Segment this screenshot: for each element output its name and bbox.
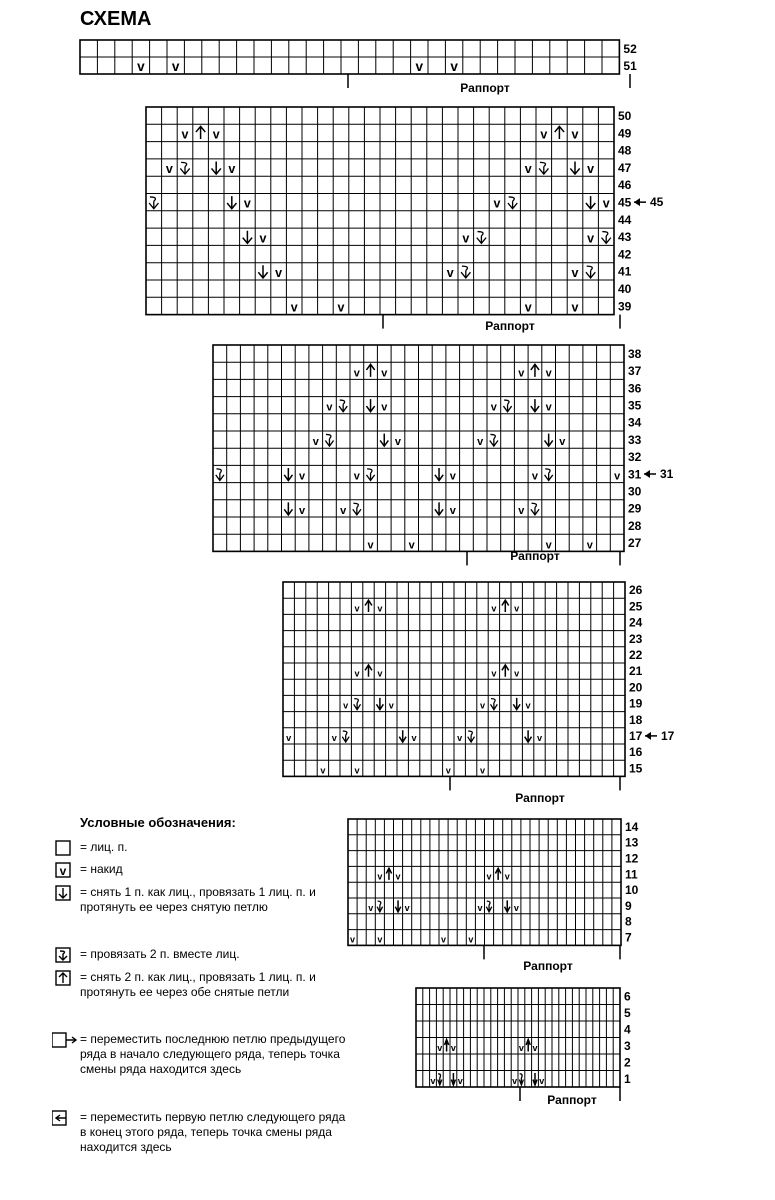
arrow-icon <box>645 732 651 740</box>
ssk-symbol <box>531 399 539 412</box>
move-last-icon <box>52 1032 78 1050</box>
yarn-over-symbol: v <box>479 765 486 776</box>
sk2p-symbol <box>365 665 372 677</box>
yarn-over-symbol: v <box>299 504 306 517</box>
yarn-over-symbol: v <box>449 470 456 483</box>
k2tog-symbol <box>503 400 511 412</box>
k2tog-symbol <box>354 699 361 710</box>
rapport-label: Раппорт <box>510 549 560 563</box>
row-number: 8 <box>625 914 632 929</box>
yarn-over-symbol: v <box>545 367 552 380</box>
yarn-over-symbol: v <box>275 265 283 280</box>
row-number: 28 <box>628 518 642 533</box>
yarn-over-symbol: v <box>514 668 520 679</box>
yarn-over-symbol: v <box>408 539 415 552</box>
yarn-over-symbol: v <box>367 539 374 552</box>
sk2p-symbol <box>365 600 372 612</box>
yarn-over-symbol: v <box>243 196 251 211</box>
k2tog-symbol <box>519 1074 523 1085</box>
row-number: 40 <box>618 281 632 296</box>
yarn-over-symbol: v <box>259 231 267 246</box>
ssk-symbol <box>435 468 443 481</box>
k2tog-symbol <box>468 731 475 742</box>
legend-text: = провязать 2 п. вместе лиц. <box>80 947 240 961</box>
chart-block-c51 <box>80 40 637 95</box>
row-number: 51 <box>623 58 637 73</box>
k2tog-symbol <box>342 731 349 742</box>
ssk-symbol <box>533 1073 537 1085</box>
yarn-over-symbol: v <box>504 871 510 882</box>
row-number: 52 <box>623 41 637 56</box>
k2tog-symbol <box>339 400 347 412</box>
yarn-over-symbol: v <box>559 436 566 449</box>
yarn-over-symbol: v <box>486 871 492 882</box>
rapport-label: Раппорт <box>485 319 535 333</box>
row-number: 5 <box>624 1005 631 1020</box>
row-number: 35 <box>628 398 642 413</box>
arrow-row-label: 45 <box>650 195 664 210</box>
row-number: 46 <box>618 178 632 193</box>
row-number: 38 <box>628 346 642 361</box>
legend-text: = накид <box>80 862 123 876</box>
yarn-over-symbol: v <box>586 539 593 552</box>
yarn-over-symbol: v <box>532 1043 538 1054</box>
rapport-label: Раппорт <box>460 81 510 95</box>
yarn-over-symbol: v <box>479 700 486 711</box>
ssk-symbol <box>395 900 400 912</box>
ssk-symbol <box>570 161 579 174</box>
k2tog-symbol <box>366 469 374 481</box>
k2tog-symbol <box>490 434 498 446</box>
k2tog-symbol <box>377 901 382 912</box>
yarn-over-symbol: v <box>212 127 220 142</box>
ssk-symbol <box>284 502 292 515</box>
ssk-symbol <box>258 265 267 278</box>
yarn-over-symbol: v <box>477 436 484 449</box>
yarn-over-symbol: v <box>181 127 189 142</box>
row-number: 32 <box>628 450 642 465</box>
row-number: 37 <box>628 364 642 379</box>
row-number: 18 <box>629 712 643 727</box>
arrow-row-label: 17 <box>661 728 675 743</box>
k2tog-symbol <box>180 162 189 174</box>
ssk-symbol <box>284 468 292 481</box>
chart-title: СХЕМА <box>80 8 152 30</box>
sk2p-symbol <box>196 126 205 139</box>
ssk-symbol <box>380 434 388 447</box>
row-number: 27 <box>628 536 642 551</box>
k2tog-symbol <box>508 197 517 209</box>
row-number: 49 <box>618 126 632 141</box>
k2tog-symbol <box>438 1074 442 1085</box>
legend-text: = снять 2 п. как лиц., провязать 1 лиц. п. и протянуть ее через обе снятые петли <box>80 970 316 999</box>
ssk-symbol <box>513 698 520 710</box>
row-number: 30 <box>628 484 642 499</box>
yarn-over-symbol: v <box>137 58 145 74</box>
yarn-over-symbol: v <box>512 1076 518 1087</box>
ssk-symbol <box>376 698 383 710</box>
yarn-over-symbol: v <box>430 1076 436 1087</box>
yarn-over-symbol: v <box>388 700 394 711</box>
legend-text: = снять 1 п. как лиц., провязать 1 лиц. п. и протянуть ее через снятую петлю <box>80 885 316 914</box>
yarn-over-symbol: v <box>228 162 236 177</box>
yarn-over-symbol: v <box>477 902 483 913</box>
yarn-over-symbol: v <box>457 1076 463 1087</box>
yarn-over-symbol: v <box>312 436 319 449</box>
yarn-over-symbol: v <box>450 1043 456 1054</box>
row-number: 1 <box>624 1071 631 1086</box>
yarn-over-symbol: v <box>536 733 543 744</box>
yarn-over-symbol: v <box>394 436 401 449</box>
ssk-symbol <box>212 161 221 174</box>
row-number: 20 <box>629 680 643 695</box>
yarn-over-symbol: v <box>457 733 463 744</box>
legend-heading: Условные обозначения: <box>80 815 236 830</box>
yarn-over-symbol: v <box>377 934 383 945</box>
row-number: 25 <box>629 599 643 614</box>
yarn-over-symbol: v <box>331 733 337 744</box>
yarn-over-symbol: v <box>518 1043 524 1054</box>
yo-icon <box>52 862 78 880</box>
row-number: 3 <box>624 1038 631 1053</box>
arrow-icon <box>634 198 640 206</box>
yarn-over-symbol: v <box>518 504 525 517</box>
k2tog-symbol <box>461 266 470 278</box>
yarn-over-symbol: v <box>571 127 579 142</box>
yarn-over-symbol: v <box>350 934 356 945</box>
row-number: 2 <box>624 1055 631 1070</box>
k2tog-symbol <box>216 469 224 481</box>
ssk-symbol <box>525 730 532 742</box>
yarn-over-symbol: v <box>354 603 360 614</box>
row-number: 36 <box>628 381 642 396</box>
row-number: 24 <box>629 615 643 630</box>
yarn-over-symbol: v <box>587 162 595 177</box>
row-number: 34 <box>628 415 642 430</box>
k2tog-symbol <box>586 266 595 278</box>
row-number: 31 <box>628 467 642 482</box>
yarn-over-symbol: v <box>381 367 388 380</box>
k2tog-symbol <box>486 901 491 912</box>
yarn-over-symbol: v <box>571 265 579 280</box>
yarn-over-symbol: v <box>525 700 531 711</box>
yarn-over-symbol: v <box>545 401 552 414</box>
legend-text: = переместить последнюю петлю предыдущего ряда в начало следующего ряда, теперь точка смены ряда находится здесь <box>80 1032 346 1076</box>
yarn-over-symbol: v <box>524 162 532 177</box>
yarn-over-symbol: v <box>571 300 579 315</box>
yarn-over-symbol: v <box>299 470 306 483</box>
row-number: 13 <box>625 835 639 850</box>
row-number: 41 <box>618 264 632 279</box>
chart-block-c7 <box>348 819 639 973</box>
row-number: 19 <box>629 696 643 711</box>
yarn-over-symbol: v <box>320 765 326 776</box>
chart-block-c39 <box>146 107 664 333</box>
yarn-over-symbol: v <box>531 470 538 483</box>
row-number: 11 <box>625 867 638 882</box>
yarn-over-symbol: v <box>445 765 451 776</box>
ssk-symbol <box>243 231 252 244</box>
chart-block-c1 <box>416 988 631 1107</box>
k2tog-symbol <box>149 197 158 209</box>
row-number: 42 <box>618 247 632 262</box>
sk2p-symbol <box>526 1039 530 1051</box>
yarn-over-symbol: v <box>377 603 383 614</box>
ssk-symbol <box>435 502 443 515</box>
yarn-over-symbol: v <box>491 603 497 614</box>
yarn-over-symbol: v <box>368 902 374 913</box>
ssk-symbol <box>227 196 236 209</box>
row-number: 17 <box>629 728 643 743</box>
sk2p-symbol <box>502 600 509 612</box>
legend-text: = переместить первую петлю следующего ряда в конец этого ряда, теперь точка смены ряда находится здесь <box>80 1110 346 1154</box>
sk2p-symbol <box>445 1039 449 1051</box>
empty-icon <box>52 840 78 858</box>
arrow-icon <box>644 470 650 478</box>
skp-icon <box>52 885 78 903</box>
yarn-over-symbol: v <box>353 367 360 380</box>
row-number: 7 <box>625 930 632 945</box>
sk2p-symbol <box>531 364 539 377</box>
yarn-over-symbol: v <box>446 265 454 280</box>
row-number: 22 <box>629 647 643 662</box>
yarn-over-symbol: v <box>343 700 349 711</box>
yarn-over-symbol: v <box>337 300 345 315</box>
yarn-over-symbol: v <box>490 401 497 414</box>
yarn-over-symbol: v <box>602 196 610 211</box>
row-number: 4 <box>624 1022 631 1037</box>
yarn-over-symbol: v <box>395 871 401 882</box>
k2tog-symbol <box>531 503 539 515</box>
row-number: 23 <box>629 631 643 646</box>
row-number: 33 <box>628 432 642 447</box>
ssk-symbol <box>586 196 595 209</box>
yarn-over-symbol: v <box>518 367 525 380</box>
yarn-over-symbol: v <box>450 58 458 74</box>
row-number: 29 <box>628 501 642 516</box>
row-number: 47 <box>618 160 632 175</box>
yarn-over-symbol: v <box>545 539 552 552</box>
row-number: 16 <box>629 745 643 760</box>
yarn-over-symbol: v <box>540 127 548 142</box>
row-number: 43 <box>618 230 632 245</box>
rapport-label: Раппорт <box>547 1093 597 1107</box>
yarn-over-symbol: v <box>165 162 173 177</box>
move-first-icon <box>52 1110 78 1128</box>
row-number: 26 <box>629 583 643 598</box>
k2tog-symbol <box>490 699 497 710</box>
svg-text:v: v <box>59 864 67 878</box>
row-number: 45 <box>618 195 632 210</box>
k2tog-symbol <box>477 232 486 244</box>
yarn-over-symbol: v <box>437 1043 443 1054</box>
rapport-label: Раппорт <box>515 791 565 805</box>
ssk-symbol <box>505 900 510 912</box>
yarn-over-symbol: v <box>290 300 298 315</box>
legend-text: = лиц. п. <box>80 840 128 854</box>
sk2p-symbol <box>555 126 564 139</box>
arrow-row-label: 31 <box>660 467 674 481</box>
ssk-symbol <box>545 434 553 447</box>
yarn-over-symbol: v <box>353 470 360 483</box>
yarn-over-symbol: v <box>354 765 360 776</box>
sk2p-symbol <box>386 868 391 880</box>
yarn-over-symbol: v <box>381 401 388 414</box>
yarn-over-symbol: v <box>340 504 347 517</box>
yarn-over-symbol: v <box>513 902 519 913</box>
yarn-over-symbol: v <box>462 231 470 246</box>
yarn-over-symbol: v <box>326 401 333 414</box>
row-number: 9 <box>625 898 632 913</box>
sk2p-icon <box>52 970 78 988</box>
chart-block-c15 <box>283 582 675 805</box>
sk2p-symbol <box>495 868 500 880</box>
yarn-over-symbol: v <box>539 1076 545 1087</box>
row-number: 39 <box>618 299 632 314</box>
yarn-over-symbol: v <box>587 231 595 246</box>
chart-block-c27 <box>213 345 674 565</box>
sk2p-symbol <box>366 364 374 377</box>
k2tog-symbol <box>325 434 333 446</box>
row-number: 14 <box>625 819 639 834</box>
yarn-over-symbol: v <box>377 871 383 882</box>
row-number: 50 <box>618 108 632 123</box>
yarn-over-symbol: v <box>468 934 474 945</box>
k2tog-symbol <box>602 232 611 244</box>
row-number: 48 <box>618 143 632 158</box>
ssk-symbol <box>451 1073 455 1085</box>
row-number: 6 <box>624 989 631 1004</box>
yarn-over-symbol: v <box>514 603 520 614</box>
row-number: 44 <box>618 212 632 227</box>
yarn-over-symbol: v <box>404 902 410 913</box>
row-number: 21 <box>629 664 643 679</box>
yarn-over-symbol: v <box>491 668 497 679</box>
row-number: 10 <box>625 883 639 898</box>
yarn-over-symbol: v <box>415 58 424 74</box>
yarn-over-symbol: v <box>524 300 532 315</box>
sk2p-symbol <box>502 665 509 677</box>
yarn-over-symbol: v <box>377 668 383 679</box>
row-number: 15 <box>629 761 643 776</box>
yarn-over-symbol: v <box>354 668 360 679</box>
ssk-symbol <box>399 730 406 742</box>
yarn-over-symbol: v <box>411 733 417 744</box>
yarn-over-symbol: v <box>441 934 447 945</box>
yarn-over-symbol: v <box>614 470 621 483</box>
ssk-symbol <box>366 399 374 412</box>
k2tog-icon <box>52 947 78 965</box>
row-number: 12 <box>625 851 639 866</box>
rapport-label: Раппорт <box>523 959 573 973</box>
yarn-over-symbol: v <box>493 196 501 211</box>
k2tog-symbol <box>353 503 361 515</box>
k2tog-symbol <box>539 162 548 174</box>
yarn-over-symbol: v <box>286 733 292 744</box>
k2tog-symbol <box>545 469 553 481</box>
yarn-over-symbol: v <box>171 58 180 74</box>
yarn-over-symbol: v <box>449 504 456 517</box>
